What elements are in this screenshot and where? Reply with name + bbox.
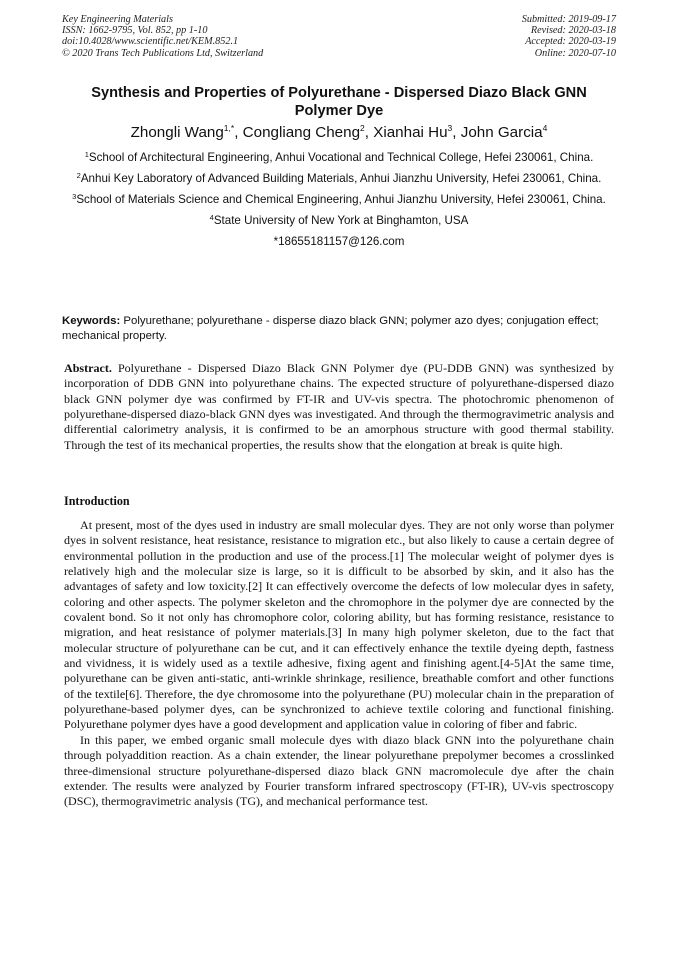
affiliation xyxy=(66,171,612,187)
keywords-text: Polyurethane; polyurethane - disperse diazo black GNN; polymer azo dyes; conjugation effect; mechanical property. xyxy=(62,315,599,343)
paper-title: Synthesis and Properties of Polyurethane - Dispersed Diazo Black GNN Polymer Dye xyxy=(91,85,587,119)
abstract-label: Abstract. xyxy=(64,361,112,375)
date-revised: Revised: 2020-03-18 xyxy=(530,25,616,37)
body-paragraph: In this paper, we embed organic small molecule dyes with diazo black GNN into the polyurethane chain through polyaddition reaction. As a chain extender, the linear polyurethane prepolymer becomes a crosslinked three-dimensional structure polyurethane-dispersed diazo black GNN macromolecule dye after the chain extender. The results were analyzed by Fourier transform infrared spectroscopy (FT-IR), UV-vis spectroscopy (DSC), thermogravimetric analysis (TG), and mechanical performance test. xyxy=(64,732,614,809)
author-affiliation-mark: 2 xyxy=(360,123,365,133)
affiliation-text: School of Materials Science and Chemical Engineering, Anhui Jianzhu University, Hefei 230061, China. xyxy=(76,193,606,206)
section-heading-introduction: Introduction xyxy=(64,494,130,508)
affiliation xyxy=(66,192,612,208)
affiliation xyxy=(66,213,612,229)
author-name: John Garcia xyxy=(460,124,543,141)
date-online: Online: 2020-07-10 xyxy=(534,47,616,59)
introduction-section xyxy=(64,518,614,810)
affiliation-text: State University of New York at Binghamton, USA xyxy=(213,214,469,227)
date-accepted: Accepted: 2020-03-19 xyxy=(525,36,616,48)
corresponding-email: *18655181157@126.com xyxy=(273,235,405,248)
journal-name: Key Engineering Materials xyxy=(62,14,173,25)
author-name: Congliang Cheng xyxy=(242,124,361,141)
abstract-text: Polyurethane - Dispersed Diazo Black GNN Polymer dye (PU-DDB GNN) was synthesized by incorporation of DDB GNN into polyurethane chains. The expected structure of polyurethane-dispersed diazo black GNN polymer dye was confirmed by FT-IR and UV-vis spectra. The photochromic phenomenon of polyurethane-dispersed diazo-black GNN dyes was investigated. And through the thermogravimetric analysis and differential calorimetry analysis, it is confirmed to be an amorphous structure with good thermal stability. Through the test of its mechanical properties, the results show that the elongation at break is quite high. xyxy=(64,361,615,452)
author-affiliation-mark: 1,* xyxy=(223,123,235,133)
author-list: Zhongli Wang$^{1,*}$, Congliang Cheng$^2$, Xianhai Hu$^3$, John Garcia$^4$ xyxy=(130,123,548,141)
keywords xyxy=(62,314,616,345)
affiliation-text: School of Architectural Engineering, Anhui Vocational and Technical College, Hefei 230061, China. xyxy=(88,151,594,164)
affiliation-list xyxy=(66,150,612,255)
author-name: Xianhai Hu xyxy=(373,124,448,141)
affiliation-mark: 1 xyxy=(84,150,89,159)
copyright: © 2020 Trans Tech Publications Ltd, Switzerland xyxy=(62,47,264,59)
keywords-label: Keywords: xyxy=(62,315,121,327)
author-affiliation-mark: 3 xyxy=(447,123,453,133)
abstract xyxy=(64,361,614,453)
author-affiliation-mark: 4 xyxy=(542,123,548,133)
affiliation-mark: 2 xyxy=(76,171,81,180)
affiliation-mark: 4 xyxy=(209,213,214,222)
affiliation xyxy=(66,150,612,166)
submission-dates xyxy=(522,14,616,59)
journal-info xyxy=(62,14,263,59)
author-name: Zhongli Wang xyxy=(130,124,224,141)
journal-issn: ISSN: 1662-9795, Vol. 852, pp 1-10 xyxy=(62,25,208,37)
date-submitted: Submitted: 2019-09-17 xyxy=(521,14,616,25)
body-paragraph: At present, most of the dyes used in industry are small molecular dyes. They are not only worse than polymer dyes in solvent resistance, heat resistance, resistance to migration etc., but also likely to cause a certain degree of environmental pollution in the production and use of the process.[1] The molecular weight of polymer dyes is relatively high and the molecular size is large, so it is difficult to be absorbed by skin, and it also has the advantages of safety and low toxicity.[2] It can effectively overcome the defects of low molecular dyes in safety, coloring and other aspects. The polymer skeleton and the chromophore in the polymer dye are connected by the covalent bond. So it not only has chromophore color, coloring ability, but has forming resistance, resistance to migration, and heat resistance of polymer materials.[3] In many high polymer skeleton, due to the fact that molecular structure of polyurethane can be cut, and it can effectively enhance the textile dyeing depth, fastness and vividness, it is widely used as a textile adhesive, fixing agent and finishing agent.[4-5]At the same time, polyurethane can be given anti-static, anti-wrinkle shrinkage, resilience, breathable comfort and other functions of the textile[6]. Therefore, the dye chromosome into the polyurethane (PU) molecular chain in the preparation of polyurethane-based polymer dyes, can be synchronized to achieve textile coloring and functional finishing. Polyurethane polymer dyes have a good development and application value in coloring of fiber and fabric. xyxy=(64,518,614,732)
affiliation-mark: 3 xyxy=(72,192,77,201)
doi: doi:10.4028/www.scientific.net/KEM.852.1 xyxy=(62,36,239,48)
affiliation-text: Anhui Key Laboratory of Advanced Building Materials, Anhui Jianzhu University, Hefei 230061, China. xyxy=(80,172,602,185)
